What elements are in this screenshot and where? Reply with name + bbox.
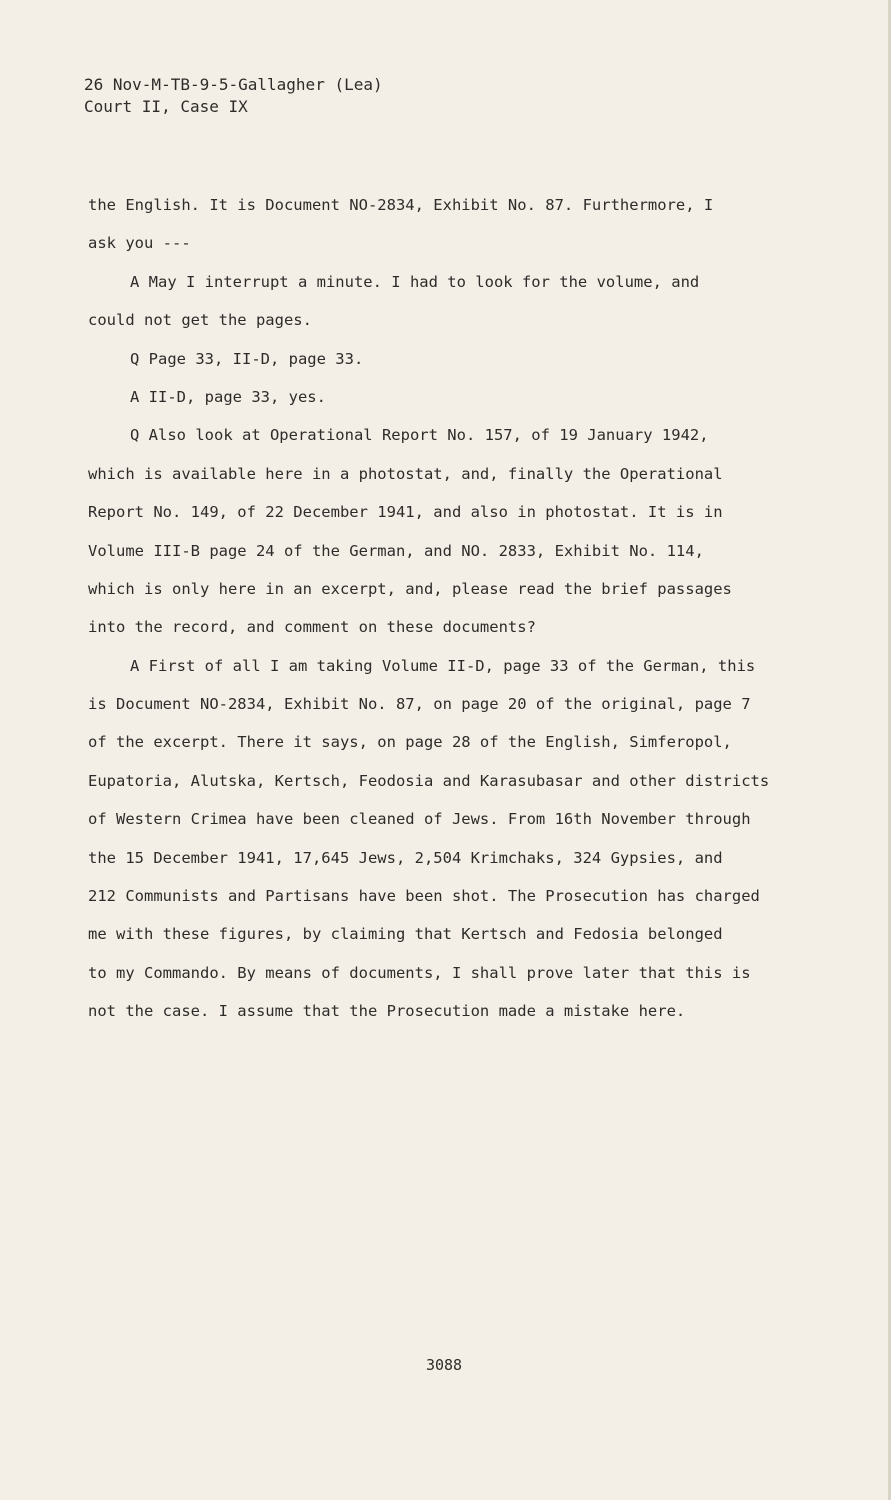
header-reference: 26 Nov-M-TB-9-5-Gallagher (Lea) bbox=[84, 75, 383, 94]
transcript-line: the 15 December 1941, 17,645 Jews, 2,504 Krimchaks, 324 Gypsies, and bbox=[88, 848, 723, 867]
header-court-case: Court II, Case IX bbox=[84, 97, 248, 116]
transcript-line: not the case. I assume that the Prosecution made a mistake here. bbox=[88, 1002, 686, 1021]
transcript-body bbox=[88, 186, 816, 1031]
transcript-line: A II-D, page 33, yes. bbox=[130, 387, 326, 406]
transcript-line: A First of all I am taking Volume II-D, page 33 of the German, this bbox=[130, 656, 756, 675]
transcript-line: Volume III-B page 24 of the German, and NO. 2833, Exhibit No. 114, bbox=[88, 541, 704, 560]
transcript-line: A May I interrupt a minute. I had to look for the volume, and bbox=[130, 272, 700, 291]
transcript-line: Eupatoria, Alutska, Kertsch, Feodosia and Karasubasar and other districts bbox=[88, 771, 770, 790]
document-header bbox=[84, 74, 383, 118]
transcript-line: which is available here in a photostat, and, finally the Operational bbox=[88, 464, 723, 483]
transcript-line: Q Page 33, II-D, page 33. bbox=[130, 349, 364, 368]
transcript-line: is Document NO-2834, Exhibit No. 87, on page 20 of the original, page 7 bbox=[88, 695, 751, 714]
page-number: 3088 bbox=[425, 1356, 463, 1374]
transcript-line: of the excerpt. There it says, on page 28 of the English, Simferopol, bbox=[88, 733, 732, 752]
transcript-line: to my Commando. By means of documents, I shall prove later that this is bbox=[88, 963, 751, 982]
transcript-line: the English. It is Document NO-2834, Exhibit No. 87. Furthermore, I bbox=[88, 196, 714, 214]
transcript-line: Q Also look at Operational Report No. 157, of 19 January 1942, bbox=[130, 426, 709, 445]
transcript-line: 212 Communists and Partisans have been shot. The Prosecution has charged bbox=[88, 887, 760, 906]
transcript-line: Report No. 149, of 22 December 1941, and also in photostat. It is in bbox=[88, 503, 723, 522]
transcript-line: ask you --- bbox=[88, 234, 191, 253]
transcript-line: which is only here in an excerpt, and, please read the brief passages bbox=[88, 579, 732, 598]
transcript-line: me with these figures, by claiming that Kertsch and Fedosia belonged bbox=[88, 925, 723, 944]
transcript-line: could not get the pages. bbox=[88, 311, 312, 330]
transcript-line: of Western Crimea have been cleaned of Jews. From 16th November through bbox=[88, 810, 751, 829]
transcript-line: into the record, and comment on these documents? bbox=[88, 618, 536, 637]
